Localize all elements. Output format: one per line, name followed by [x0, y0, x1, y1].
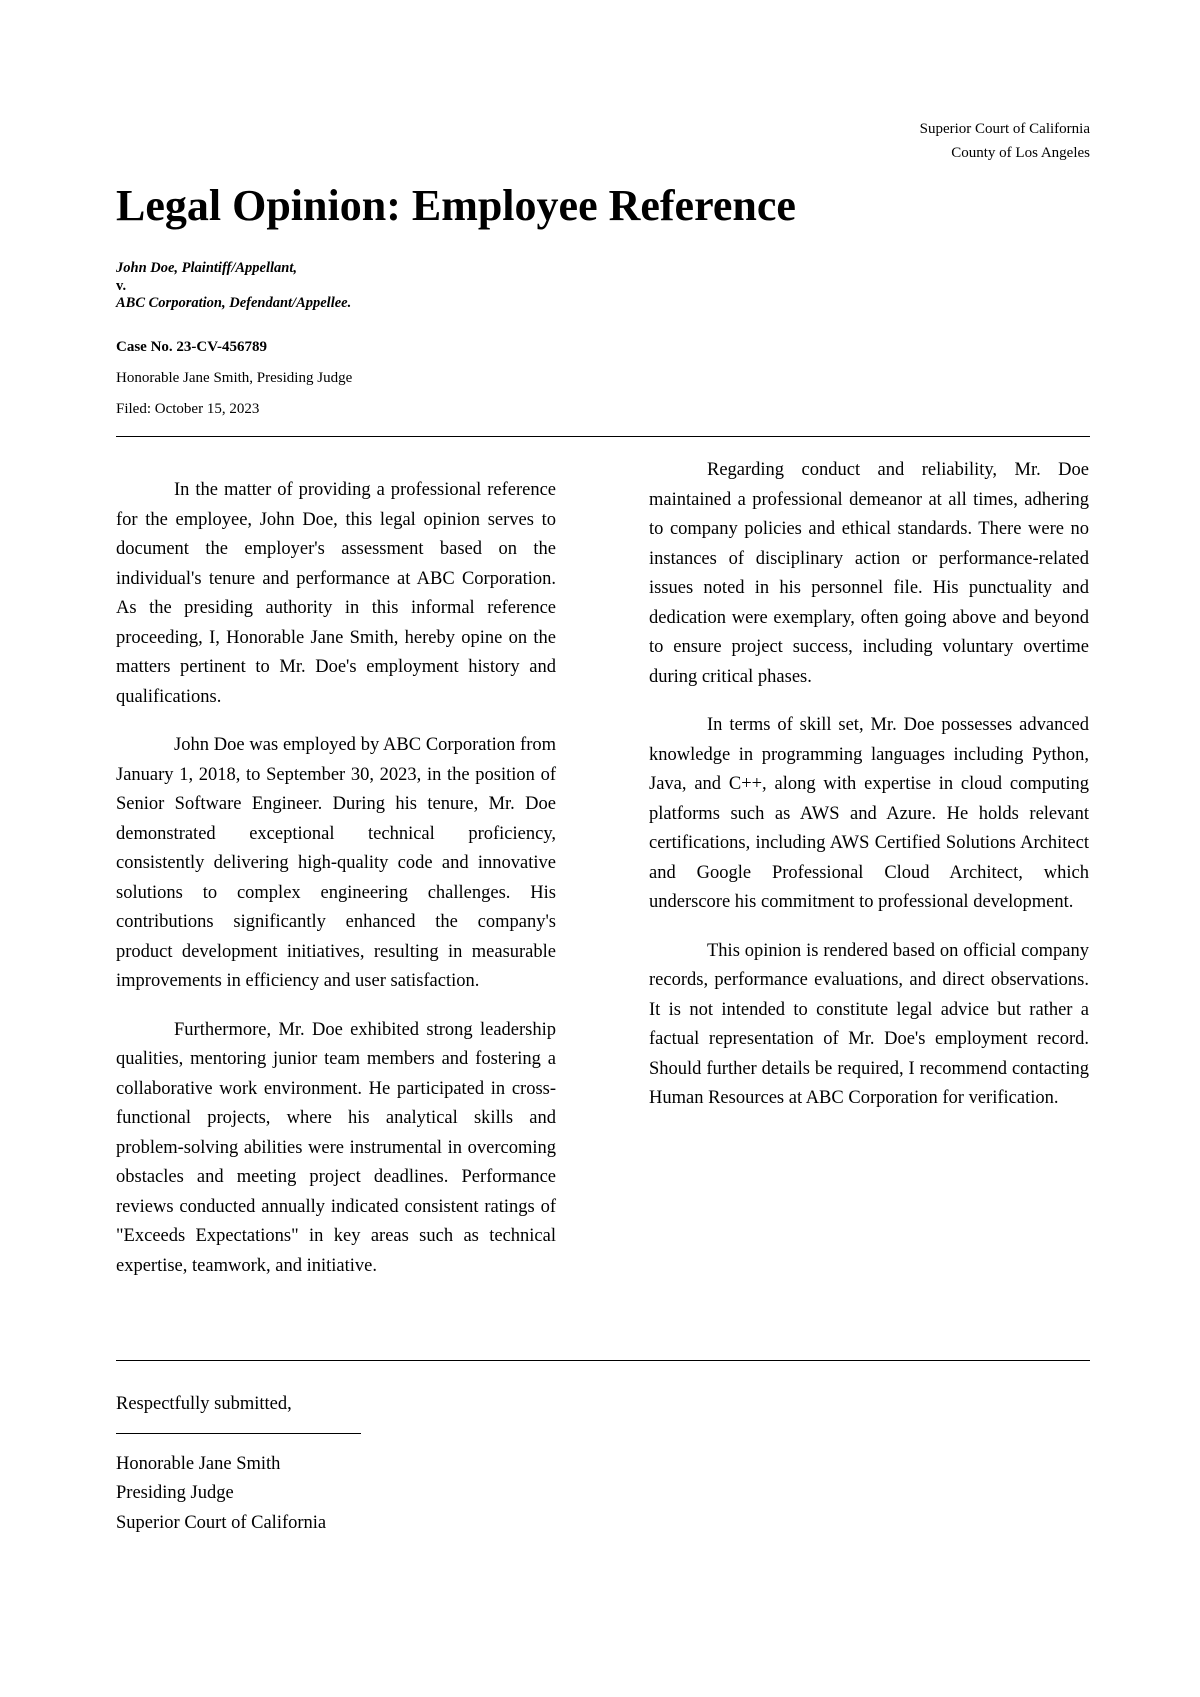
case-meta [116, 332, 352, 425]
case-number: Case No. 23-CV-456789 [116, 339, 267, 355]
document-title: Legal Opinion: Employee Reference [116, 181, 796, 230]
filed-date: Filed: October 15, 2023 [116, 401, 260, 417]
court-county: County of Los Angeles [951, 145, 1090, 161]
case-parties [116, 258, 351, 314]
court-name: Superior Court of California [919, 121, 1090, 137]
signature-line [116, 1433, 361, 1434]
body-paragraph: In terms of skill set, Mr. Doe possesses advanced knowledge in programming languages including Python, Java, and C++, along with expertise in cloud computing platforms such as AWS and Azure. He holds relevant certifications, including AWS Certified Solutions Architect and Google Professional Cloud Architect, which underscore his commitment to professional development. [649, 715, 1089, 912]
versus: v. [116, 278, 127, 294]
body-column-right [649, 456, 1089, 1133]
presiding-judge: Honorable Jane Smith, Presiding Judge [116, 370, 353, 386]
signature-block [116, 1390, 361, 1538]
body-column-left [116, 476, 556, 1300]
court-header [920, 117, 1090, 165]
body-paragraph: Regarding conduct and reliability, Mr. Doe maintained a professional demeanor at all times, adhering to company policies and ethical standards. There were no instances of disciplinary action or performance-related issues noted in his personnel file. His punctuality and dedication were exemplary, often going above and beyond to ensure project success, including voluntary overtime during critical phases. [649, 460, 1089, 687]
defendant: ABC Corporation, Defendant/Appellee. [116, 295, 352, 311]
body-paragraph: Furthermore, Mr. Doe exhibited strong leadership qualities, mentoring junior team members and fostering a collaborative work environment. He participated in cross-functional projects, where his analytical skills and problem-solving abilities were instrumental in overcoming obstacles and meeting project deadlines. Performance reviews conducted annually indicated consistent ratings of "Exceeds Expectations" in key areas such as technical expertise, teamwork, and initiative. [116, 1019, 556, 1276]
closing-text: Respectfully submitted, [116, 1394, 292, 1414]
body-paragraph: John Doe was employed by ABC Corporation from January 1, 2018, to September 30, 2023, in the position of Senior Software Engineer. During his tenure, Mr. Doe demonstrated exceptional technical proficiency, consistently delivering high-quality code and innovative solutions to complex engineering challenges. His contributions significantly enhanced the company's product development initiatives, resulting in measurable improvements in efficiency and user satisfaction. [116, 735, 556, 991]
signatory [116, 1450, 361, 1539]
signatory-court: Superior Court of California [116, 1512, 327, 1533]
plaintiff: John Doe, Plaintiff/Appellant, [116, 260, 298, 276]
signatory-name: Honorable Jane Smith [116, 1453, 281, 1474]
body-paragraph: This opinion is rendered based on official company records, performance evaluations, and direct observations. It is not intended to constitute legal advice but rather a factual representation of Mr. Doe's employment record. Should further details be required, I recommend contacting Human Resources at ABC Corporation for verification. [649, 940, 1089, 1108]
body-paragraph: In the matter of providing a professional reference for the employee, John Doe, this legal opinion serves to document the employer's assessment based on the individual's tenure and performance at ABC Corporation. As the presiding authority in this informal reference proceeding, I, Honorable Jane Smith, hereby opine on the matters pertinent to Mr. Doe's employment history and qualifications. [116, 480, 556, 707]
signatory-role: Presiding Judge [116, 1483, 234, 1503]
footer-divider [116, 1360, 1090, 1361]
header-divider [116, 436, 1090, 437]
